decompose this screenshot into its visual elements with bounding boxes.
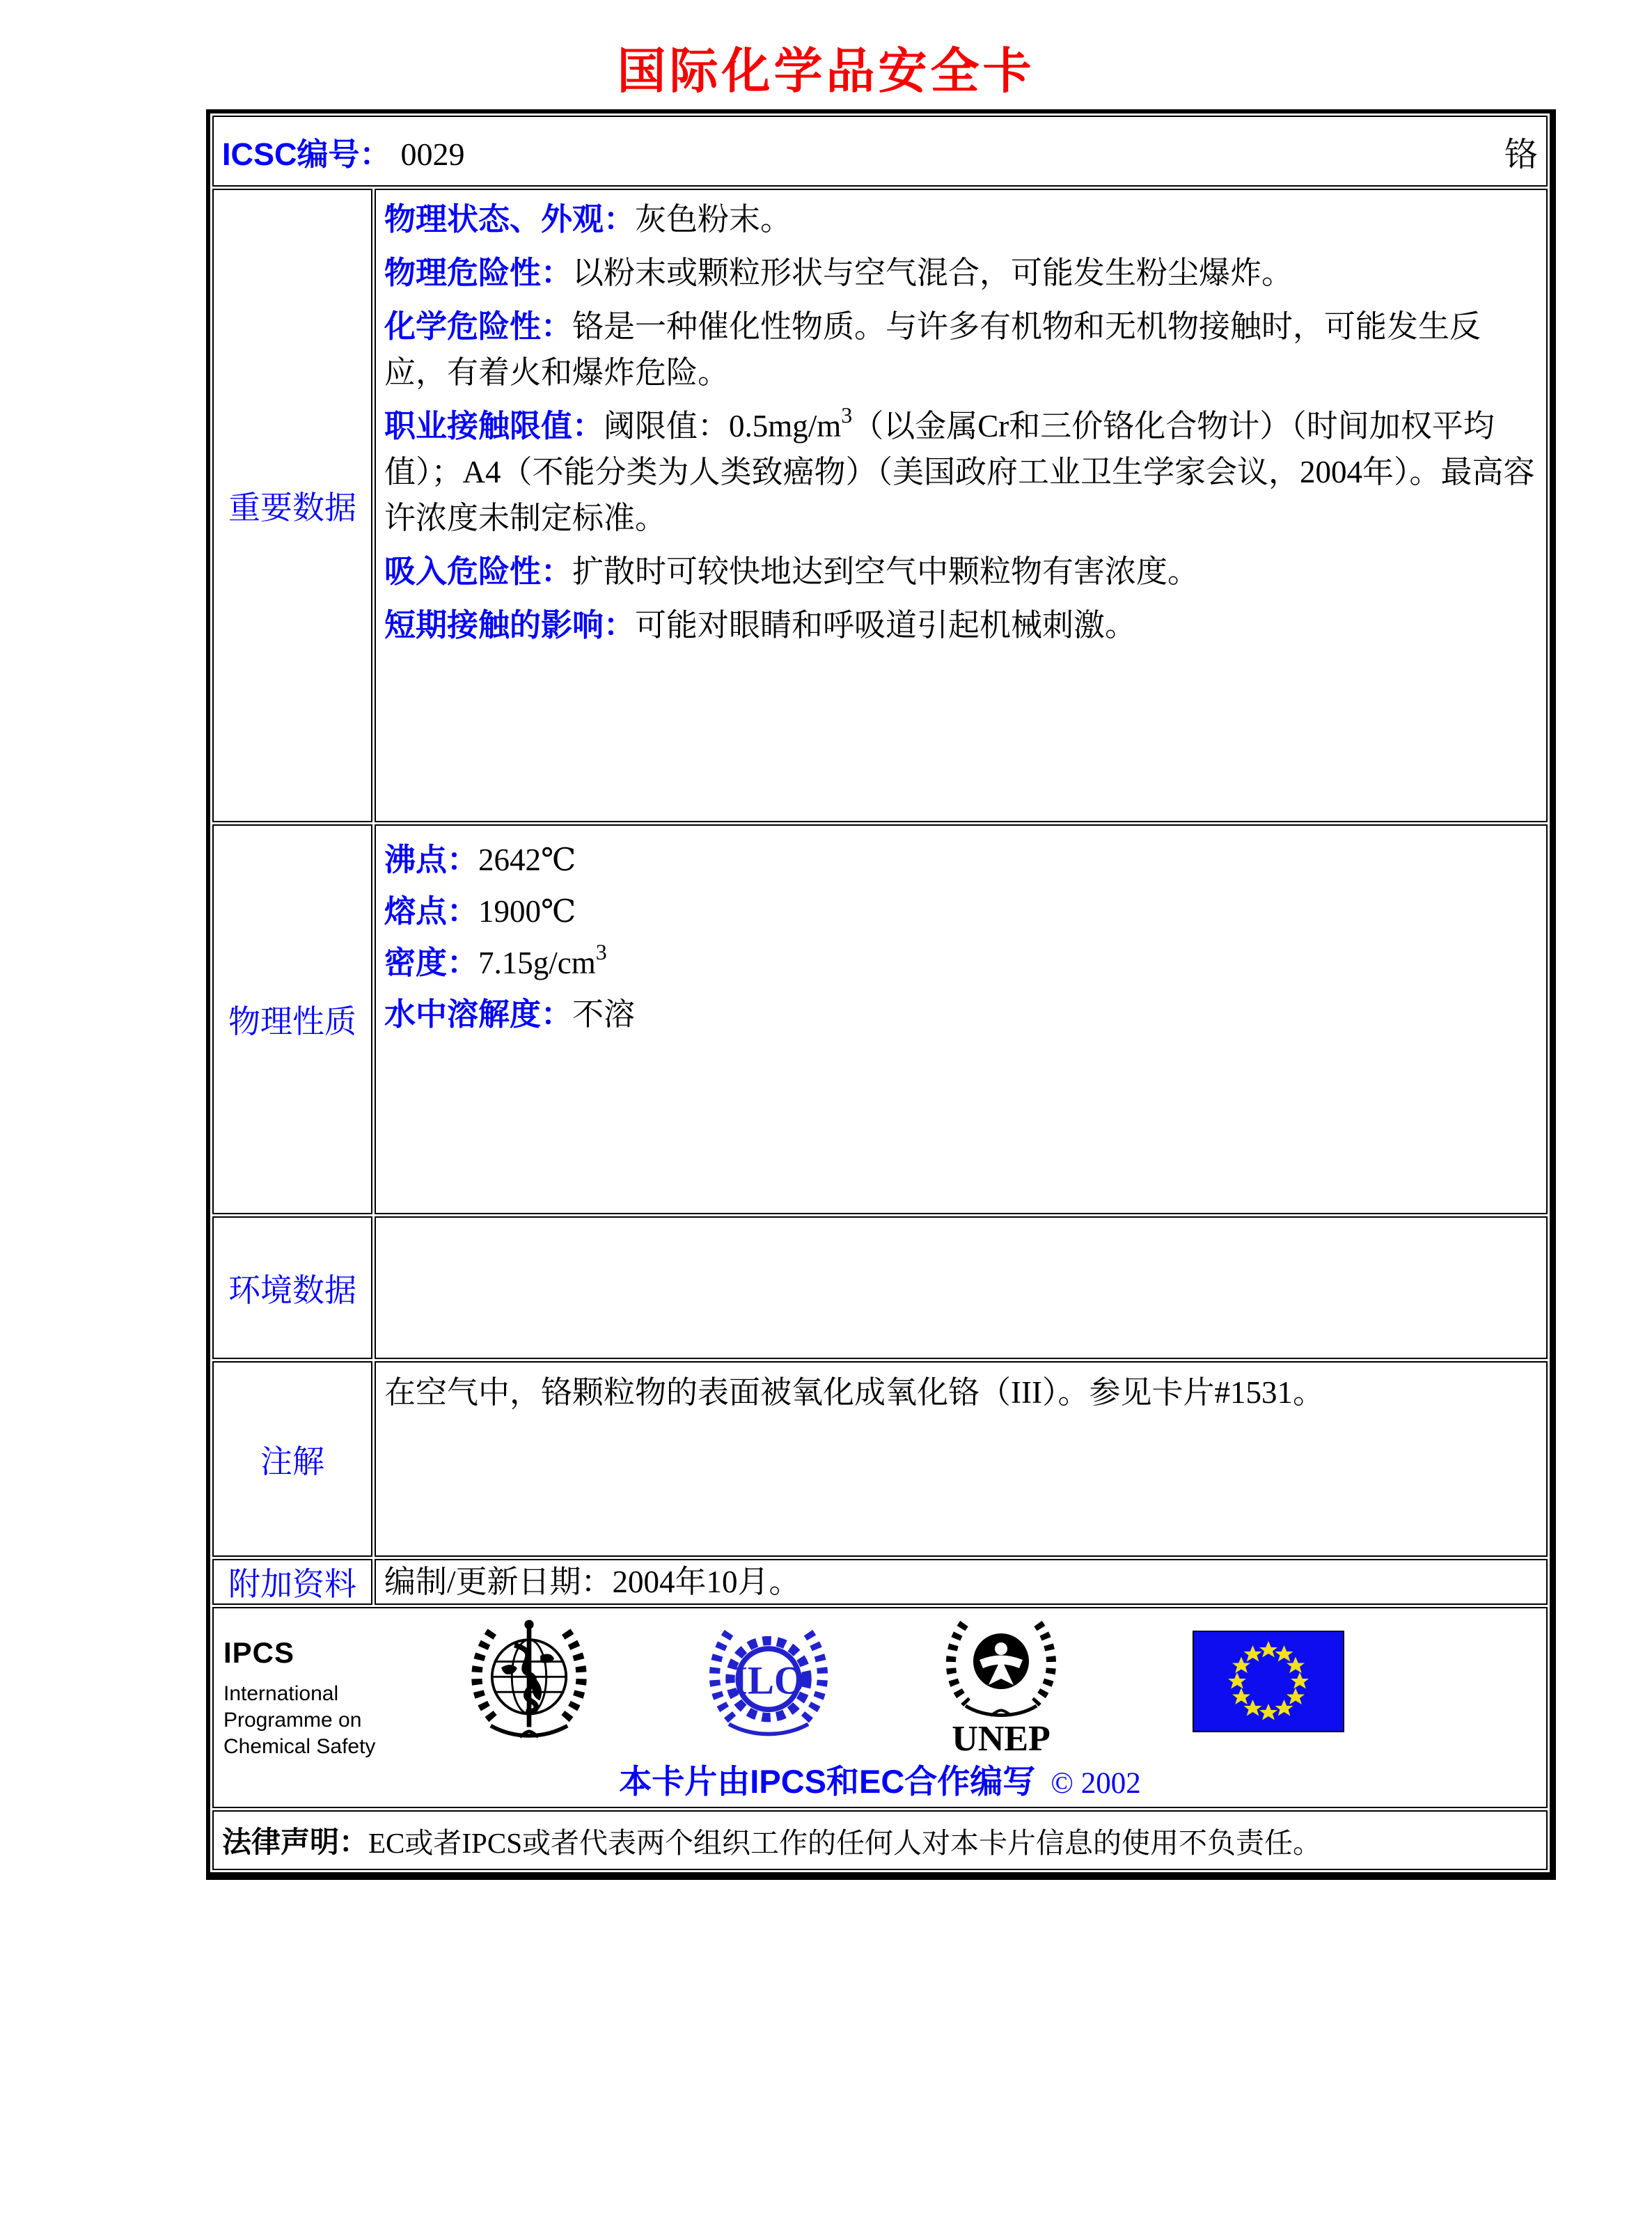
- legal-cell: [212, 1810, 1548, 1870]
- unep-logo-icon: [942, 1613, 1060, 1759]
- svg-text:ILO: ILO: [732, 1658, 805, 1703]
- unep-label: UNEP: [952, 1719, 1051, 1756]
- paragraph-chemical-hazard: 化学危险性：铬是一种催化性物质。与许多有机物和无机物接触时，可能发生反应，有着火和爆炸危险。: [384, 308, 1481, 390]
- physical-properties-content: [375, 824, 1548, 1214]
- ipcs-full-name-line3: Chemical Safety: [223, 1735, 376, 1758]
- additional-info-label-cell: [212, 1559, 372, 1605]
- icsc-number-label: ICSC编号：: [222, 136, 391, 172]
- paragraph-short-term-effects: 短期接触的影响：可能对眼睛和呼吸道引起机械刺激。: [384, 607, 1137, 643]
- logos-row: [212, 1607, 1548, 1808]
- water-solubility: 水中溶解度：不溶: [384, 996, 636, 1032]
- environmental-data-row-label: 环境数据: [228, 1271, 356, 1308]
- ilo-logo-icon: [702, 1621, 835, 1744]
- melting-point: 熔点：1900℃: [384, 893, 576, 929]
- paragraph-physical-hazard: 物理危险性：以粉末或颗粒形状与空气混合，可能发生粉尘爆炸。: [384, 255, 1293, 290]
- paragraph-physical-state: 物理状态、外观：灰色粉末。: [384, 201, 792, 237]
- credit-line: [214, 1756, 1546, 1803]
- paragraph-exposure-limits: 职业接触限值：阈限值：$0.5mg/m^3$（以金属Cr和三价铬化合物计）（时间加权平均值）；A4（不能分类为人类致癌物）（美国政府工业卫生学家会议，2004年）。最高容许浓度未制定标准。: [384, 402, 1535, 535]
- legal-notice-label: 法律声明：: [222, 1826, 369, 1858]
- legal-notice-text: EC或者IPCS或者代表两个组织工作的任何人对本卡片信息的使用不负责任。: [368, 1826, 1322, 1859]
- chemical-name: 铬: [1504, 136, 1538, 173]
- who-logo-icon: [463, 1617, 595, 1748]
- environmental-data-label-cell: [212, 1216, 372, 1359]
- density: 密度：$7.15g/cm^3$: [384, 939, 607, 980]
- notes-row: [212, 1361, 1548, 1557]
- ipcs-full-name-line2: Programme on: [223, 1709, 362, 1732]
- header-cell: [212, 116, 1548, 187]
- important-data-row: [212, 189, 1548, 822]
- header-row: [212, 116, 1548, 187]
- ipcs-full-name-line1: International: [223, 1682, 339, 1705]
- additional-info-content: 编制/更新日期：2004年10月。: [375, 1559, 1548, 1605]
- ipcs-acronym: IPCS: [223, 1636, 295, 1669]
- environmental-data-content: [375, 1216, 1548, 1359]
- notes-label-cell: [212, 1361, 372, 1557]
- logos-cell: [212, 1607, 1548, 1808]
- notes-row-label: 注解: [260, 1443, 324, 1480]
- eu-flag-icon: [1193, 1631, 1344, 1736]
- credit-text: 本卡片由IPCS和EC合作编写: [619, 1763, 1036, 1800]
- paragraph-inhalation-risk: 吸入危险性：扩散时可较快地达到空气中颗粒物有害浓度。: [384, 554, 1199, 589]
- important-data-label-cell: [212, 189, 372, 822]
- environmental-data-row: [212, 1216, 1548, 1359]
- additional-info-row: [212, 1559, 1548, 1605]
- page-title: 国际化学品安全卡: [617, 42, 1035, 100]
- physical-properties-row-label: 物理性质: [228, 1003, 356, 1040]
- physical-properties-row: [212, 824, 1548, 1214]
- notes-content: 在空气中，铬颗粒物的表面被氧化成氧化铬（III）。参见卡片#1531。: [375, 1361, 1548, 1557]
- physical-properties-label-cell: [212, 824, 372, 1214]
- copyright-text: © 2002: [1051, 1767, 1141, 1800]
- icsc-number-group: [222, 129, 465, 174]
- important-data-row-label: 重要数据: [228, 489, 356, 526]
- boiling-point: 沸点：2642℃: [384, 842, 576, 877]
- additional-info-row-label: 附加资料: [228, 1566, 356, 1602]
- icsc-number-value: 0029: [400, 136, 465, 172]
- important-data-content: [375, 189, 1548, 822]
- ipcs-text-block: [223, 1636, 375, 1760]
- legal-row: [212, 1810, 1548, 1870]
- icsc-card-table: [206, 109, 1556, 1880]
